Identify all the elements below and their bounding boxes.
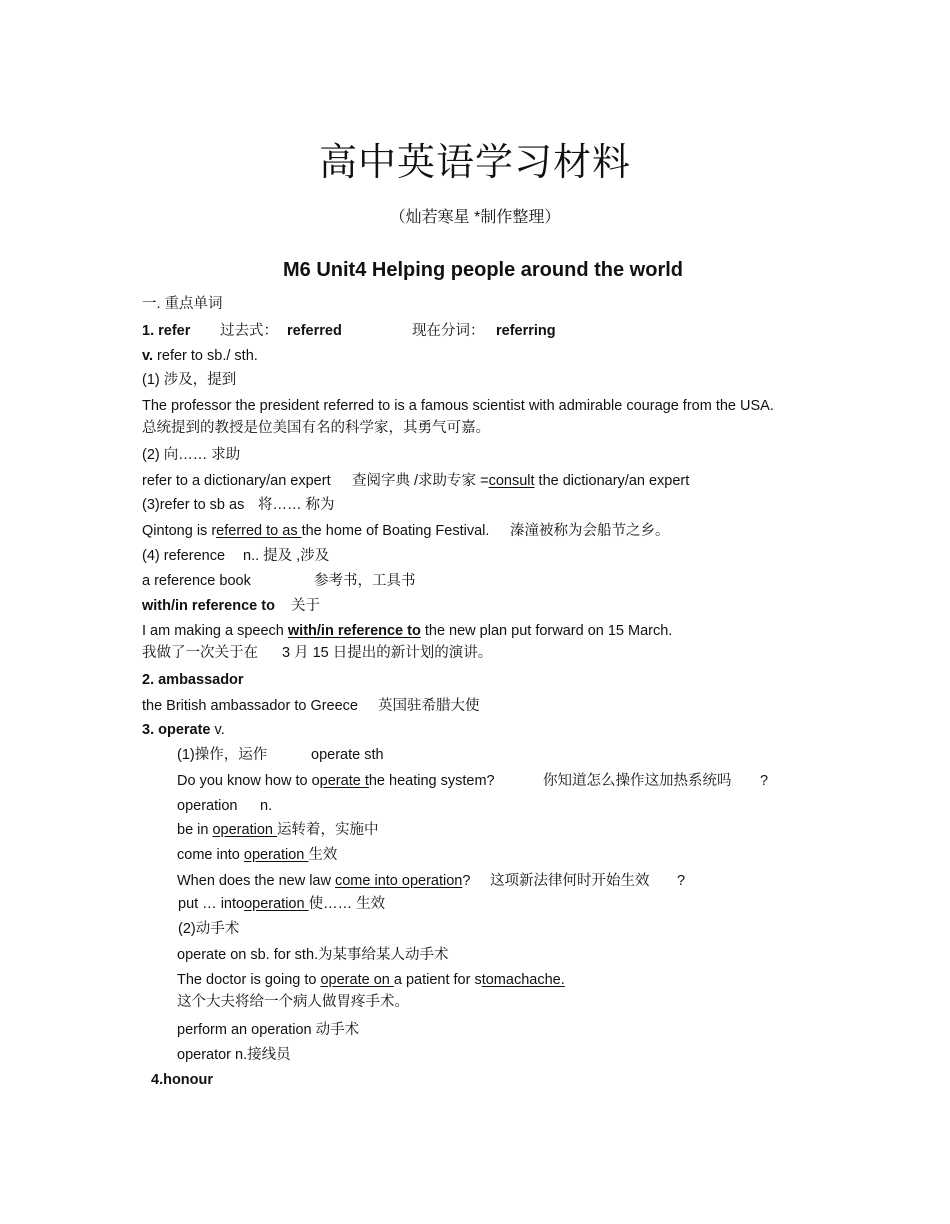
example-part: Do you know how to o [177, 773, 320, 789]
underlined-term: consult [488, 473, 535, 489]
phrase-part: put … into [178, 896, 245, 912]
unit-heading: M6 Unit4 Helping people around the world [282, 259, 683, 281]
example-translation: 你知道怎么操作这加热系统吗 [543, 773, 732, 789]
example-translation: 这项新法律何时开始生效 [490, 873, 650, 889]
phrase-translation: n.. 提及 ,涉及 [243, 548, 330, 564]
word-term: 3. operate [142, 722, 211, 738]
example-sentence [177, 872, 470, 890]
phrase-line: refer to a dictionary/an expert [142, 473, 331, 489]
underlined-term: operation [244, 896, 309, 912]
phrase-translation: 将…… 称为 [258, 497, 335, 513]
phrase-line: (4) reference [142, 548, 226, 564]
example-translation: 我做了一次关于在 [142, 645, 258, 661]
underlined-term: tomachache. [481, 972, 565, 988]
example-part: ? [462, 873, 471, 889]
label-past-tense: 过去式： [220, 323, 278, 339]
phrase-part: be in [177, 822, 213, 838]
example-translation: 总统提到的教授是位美国有名的科学家，其勇气可嘉。 [142, 420, 490, 436]
phrase-line: a reference book [142, 573, 251, 589]
phrase-part: come into [177, 847, 244, 863]
phrase-translation: 查阅字典 /求助专家 = [352, 473, 489, 489]
document-subtitle: （灿若寒星 *制作整理） [389, 209, 561, 226]
part-of-speech: v. [142, 348, 154, 364]
phrase-line: operation [177, 798, 238, 814]
underlined-term: perate t [319, 773, 369, 789]
word-term: 2. ambassador [142, 672, 244, 688]
underlined-term: operate on [320, 972, 394, 988]
phrase-translation: 使…… 生效 [308, 896, 386, 912]
question-mark: ? [760, 773, 769, 789]
phrase-line [177, 821, 378, 839]
underlined-term: eferred to as [216, 523, 302, 539]
underlined-term: with/in reference to [287, 623, 421, 639]
label-present-participle: 现在分词： [412, 323, 485, 339]
present-participle-form: referring [496, 323, 556, 339]
phrase-line: operate sth [311, 747, 384, 763]
example-sentence [177, 772, 495, 790]
phrase-translation: 关于 [291, 598, 320, 614]
vocab-line [142, 721, 225, 739]
sense-line: (2) 向…… 求助 [142, 447, 241, 463]
sense-line: (1) 涉及，提到 [142, 372, 237, 388]
phrase-translation-line [352, 472, 689, 490]
document-title: 高中英语学习材料 [318, 140, 631, 184]
sense-line: (2)动手术 [178, 921, 240, 937]
phrase-tail: the dictionary/an expert [534, 473, 690, 489]
example-sentence [177, 971, 565, 989]
phrase-line [177, 846, 337, 864]
underlined-term: operation [212, 822, 277, 838]
phrase-translation: 运转着，实施中 [276, 822, 379, 838]
phrase-line: operate on sb. for sth.为某事给某人动手术 [177, 947, 449, 963]
phrase-line: perform an operation 动手术 [177, 1022, 360, 1038]
example-translation: 溱潼被称为会船节之乡。 [510, 523, 670, 539]
part-of-speech: v. [210, 722, 225, 738]
phrase-line [178, 895, 385, 913]
underlined-term: operation [243, 847, 309, 863]
phrase-line: operator n.接线员 [177, 1047, 291, 1063]
part-of-speech: n. [260, 798, 273, 814]
question-mark: ? [677, 873, 686, 889]
phrase-line: the British ambassador to Greece [142, 698, 358, 714]
phrase-translation: 生效 [308, 847, 338, 863]
past-tense-form: referred [287, 323, 342, 339]
phrase-line: with/in reference to [142, 598, 275, 614]
example-part: I am making a speech [142, 623, 288, 639]
example-part: the home of Boating Festival. [301, 523, 490, 539]
usage-line [142, 347, 258, 365]
example-part: Qintong is r [142, 523, 217, 539]
word-term: 1. refer [142, 323, 191, 339]
phrase-line: (3)refer to sb as [142, 497, 245, 513]
example-sentence: The professor the president referred to is a famous scientist with admirable courage from the USA. [142, 398, 774, 414]
example-sentence [142, 622, 672, 640]
phrase-translation: 英国驻希腊大使 [378, 698, 480, 714]
example-translation: 3 月 15 日提出的新计划的演讲。 [282, 645, 493, 661]
example-sentence [142, 522, 489, 540]
word-term: 4.honour [151, 1072, 214, 1088]
phrase-translation: 参考书，工具书 [314, 573, 416, 589]
section-heading: 一. 重点单词 [142, 296, 223, 312]
example-part: he heating system? [368, 773, 495, 789]
example-part: a patient for s [393, 972, 482, 988]
example-part: When does the new law [177, 873, 335, 889]
usage-text: refer to sb./ sth. [153, 348, 258, 364]
example-translation: 这个大夫将给一个病人做胃疼手术。 [177, 994, 409, 1010]
vocab-line [142, 322, 190, 340]
sense-line: (1)操作，运作 [177, 747, 268, 763]
underlined-term: come into operation [334, 873, 463, 889]
example-part: The doctor is going to [177, 972, 321, 988]
example-part: the new plan put forward on 15 March. [420, 623, 673, 639]
